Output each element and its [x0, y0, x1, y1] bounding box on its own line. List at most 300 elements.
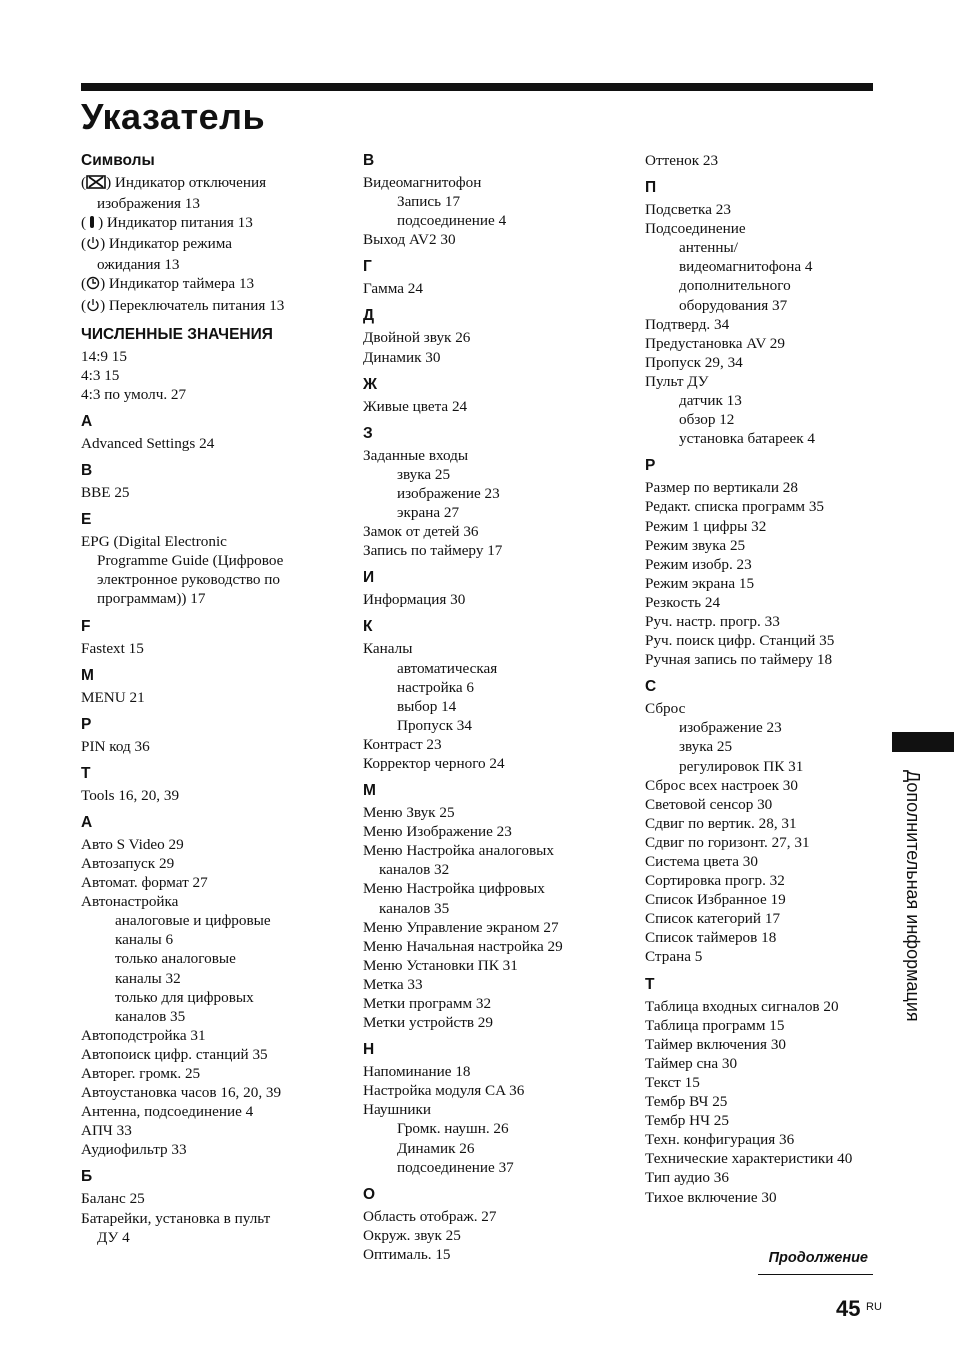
index-entry	[363, 841, 633, 860]
index-text: Р	[645, 457, 656, 475]
index-text: А	[81, 813, 93, 831]
index-entry	[363, 975, 633, 994]
index-entry	[363, 918, 633, 937]
index-text: Меню Звук 25	[363, 804, 455, 822]
index-entry	[645, 631, 885, 650]
index-letter-heading	[363, 257, 633, 276]
index-text: дополнительного	[679, 277, 791, 295]
index-text: экрана 27	[397, 504, 460, 522]
index-entry	[645, 997, 885, 1016]
index-entry	[645, 517, 885, 536]
index-text: Д	[363, 307, 375, 325]
index-entry	[363, 1207, 633, 1226]
index-entry	[81, 1083, 351, 1102]
index-text: Режим изобр. 23	[645, 555, 752, 573]
index-text: видеомагнитофона 4	[679, 258, 813, 276]
index-subentry	[81, 969, 351, 988]
index-text: Страна 5	[645, 948, 703, 966]
index-entry	[363, 879, 633, 898]
index-text: MENU 21	[81, 688, 145, 706]
index-text: Запись 17	[397, 193, 461, 211]
index-subentry	[645, 410, 885, 429]
index-entry	[645, 536, 885, 555]
standby-icon	[86, 236, 100, 255]
index-entry	[81, 1140, 351, 1159]
index-entry	[645, 593, 885, 612]
index-entry	[81, 366, 351, 385]
index-entry	[363, 1226, 633, 1245]
index-entry	[645, 1016, 885, 1035]
index-entry	[81, 639, 351, 658]
index-text: Подсоединение	[645, 220, 746, 238]
index-text: Авторег. громк. 25	[81, 1065, 201, 1082]
index-entry: ( ) Индикатор режима	[81, 234, 351, 255]
index-entry	[81, 1026, 351, 1045]
index-column-3	[645, 151, 885, 1207]
index-letter-heading	[81, 617, 351, 636]
index-text: Пропуск 34	[397, 716, 472, 734]
index-text: С	[645, 678, 657, 696]
section-side-label: Дополнительная информация	[903, 770, 923, 1022]
index-entry	[645, 334, 885, 353]
index-subentry	[645, 296, 885, 315]
index-letter-heading	[81, 1167, 351, 1186]
index-text: Автопоиск цифр. станций 35	[81, 1045, 268, 1063]
index-letter-heading	[81, 325, 351, 344]
index-subentry	[81, 911, 351, 930]
index-letter-heading	[363, 306, 633, 325]
index-text: настройка 6	[397, 678, 475, 696]
index-entry	[363, 956, 633, 975]
index-text: Видеомагнитофон	[363, 174, 482, 191]
index-entry-continuation	[81, 551, 351, 570]
index-subentry	[363, 503, 633, 522]
index-text: установка батареек 4	[679, 430, 815, 448]
timer-icon	[86, 276, 100, 295]
index-entry	[645, 776, 885, 795]
index-text: Список категорий 17	[645, 910, 781, 928]
index-text: 4:3 по умолч. 27	[81, 385, 187, 403]
index-text: Батарейки, установка в пульт	[81, 1209, 271, 1227]
index-entry	[645, 1188, 885, 1207]
index-subentry	[363, 697, 633, 716]
index-text: Индикатор таймера 13	[108, 275, 255, 293]
index-text: Руч. поиск цифр. Станций 35	[645, 632, 835, 650]
index-text: Tools 16, 20, 39	[81, 786, 180, 804]
index-text: И	[363, 569, 375, 587]
index-text: Меню Настройка цифровых	[363, 880, 545, 898]
index-text: 4:3 15	[81, 366, 120, 384]
index-letter-heading	[81, 412, 351, 431]
index-entry: ( ) Индикатор таймера 13	[81, 274, 351, 295]
index-entry-continuation	[81, 1228, 351, 1247]
index-text: Корректор черного 24	[363, 754, 505, 772]
index-text: Метка 33	[363, 975, 423, 993]
index-letter-heading	[363, 617, 633, 636]
index-entry	[645, 833, 885, 852]
index-entry	[645, 372, 885, 391]
index-entry: ( ) Индикатор отключения	[81, 173, 351, 194]
index-text: Список таймеров 18	[645, 929, 777, 947]
index-text: Оптималь. 15	[363, 1245, 451, 1263]
index-text: Запись по таймеру 17	[363, 542, 503, 560]
index-entry	[81, 786, 351, 805]
index-text: изображение 23	[679, 719, 782, 737]
index-column-1	[81, 151, 351, 1247]
index-text: M	[81, 666, 94, 684]
index-text: подсоединение 37	[397, 1158, 514, 1176]
index-text: Пульт ДУ	[645, 372, 709, 390]
index-text: Наушники	[363, 1101, 431, 1119]
index-text: Меню Установки ПК 31	[363, 956, 518, 974]
index-subentry	[363, 211, 633, 230]
index-entry	[81, 1209, 351, 1228]
index-text: Б	[81, 1168, 93, 1186]
index-text: Резкость 24	[645, 593, 721, 611]
index-text: Индикатор отключения	[114, 174, 267, 191]
index-entry	[645, 909, 885, 928]
index-text: каналов 32	[379, 861, 450, 879]
index-text: подсоединение 4	[397, 212, 507, 230]
index-text: Меню Управление экраном 27	[363, 918, 559, 936]
index-text: О	[363, 1185, 376, 1203]
index-text: P	[81, 715, 92, 733]
index-text: Тембр НЧ 25	[645, 1112, 729, 1130]
index-text: Подсветка 23	[645, 201, 731, 219]
index-entry	[81, 688, 351, 707]
index-entry	[645, 814, 885, 833]
index-subentry	[81, 930, 351, 949]
index-entry	[363, 173, 633, 192]
index-entry	[645, 200, 885, 219]
index-entry	[363, 348, 633, 367]
index-entry	[81, 434, 351, 453]
index-letter-heading	[645, 178, 885, 197]
index-entry	[81, 347, 351, 366]
index-letter-heading	[81, 666, 351, 685]
index-entry	[363, 1013, 633, 1032]
index-entry	[645, 795, 885, 814]
index-text: Заданные входы	[363, 446, 469, 464]
index-text: Г	[363, 258, 372, 276]
index-entry	[645, 219, 885, 238]
index-subentry	[363, 659, 633, 678]
index-text: Область отображ. 27	[363, 1207, 497, 1225]
index-entry	[81, 835, 351, 854]
index-text: Пропуск 29, 34	[645, 353, 743, 371]
index-text: Индикатор режима	[108, 235, 232, 253]
index-text: Таймер включения 30	[645, 1035, 787, 1053]
page-number: 45	[836, 1296, 861, 1321]
index-entry	[81, 1045, 351, 1064]
index-text: Редакт. списка программ 35	[645, 498, 825, 516]
index-text: Таблица программ 15	[645, 1016, 785, 1034]
index-text: П	[645, 179, 657, 197]
index-letter-heading	[81, 151, 351, 170]
index-text: каналы 6	[115, 931, 174, 949]
index-subentry	[363, 484, 633, 503]
index-text: автоматическая	[397, 659, 498, 677]
index-text: E	[81, 511, 92, 529]
index-text: Каналы	[363, 640, 413, 658]
index-text: Тип аудио 36	[645, 1169, 729, 1187]
index-subentry	[363, 192, 633, 211]
index-text: Динамик 26	[397, 1139, 475, 1157]
index-entry	[645, 1149, 885, 1168]
index-text: Антенна, подсоединение 4	[81, 1103, 254, 1121]
index-text: Advanced Settings 24	[81, 434, 215, 452]
index-entry-continuation	[81, 570, 351, 589]
index-letter-heading	[645, 456, 885, 475]
index-text: Техн. конфигурация 36	[645, 1131, 795, 1149]
index-text: Режим звука 25	[645, 536, 746, 554]
index-text: Авто S Video 29	[81, 835, 184, 853]
index-entry	[81, 483, 351, 502]
index-text: Громк. наушн. 26	[397, 1120, 509, 1138]
index-subentry	[645, 257, 885, 276]
index-text: каналов 35	[115, 1007, 186, 1025]
index-entry	[363, 994, 633, 1013]
index-text: М	[363, 782, 376, 800]
index-entry	[363, 1062, 633, 1081]
index-letter-heading	[363, 781, 633, 800]
index-entry	[363, 803, 633, 822]
index-text: Тихое включение 30	[645, 1188, 777, 1206]
index-entry	[81, 737, 351, 756]
index-text: ожидания 13	[97, 256, 180, 274]
index-text: Гамма 24	[363, 280, 423, 298]
index-text: Текст 15	[645, 1073, 700, 1091]
index-entry	[645, 478, 885, 497]
index-entry	[363, 735, 633, 754]
index-text: Меню Начальная настройка 29	[363, 937, 563, 955]
index-text: Список Избранное 19	[645, 891, 786, 909]
index-entry	[81, 873, 351, 892]
index-text: ЧИСЛЕННЫЕ ЗНАЧЕНИЯ	[81, 325, 273, 343]
index-text: Выход AV2 30	[363, 231, 456, 249]
index-subentry	[363, 1139, 633, 1158]
index-entry	[645, 1054, 885, 1073]
index-text: Н	[363, 1041, 375, 1059]
power-switch-icon	[86, 298, 100, 317]
index-subentry	[645, 429, 885, 448]
index-entry	[363, 590, 633, 609]
index-entry	[81, 1121, 351, 1140]
index-entry	[363, 522, 633, 541]
page-title: Указатель	[81, 96, 266, 137]
index-text: PIN код 36	[81, 737, 150, 755]
index-text: Символы	[81, 152, 155, 169]
index-text: изображения 13	[97, 195, 200, 213]
index-text: К	[363, 618, 373, 636]
index-text: Тембр ВЧ 25	[645, 1093, 728, 1111]
index-subentry	[645, 276, 885, 295]
index-text: только аналоговые	[115, 950, 236, 968]
index-text: B	[81, 462, 93, 480]
index-text: АПЧ 33	[81, 1122, 132, 1140]
index-text: датчик 13	[679, 392, 742, 410]
index-entry	[645, 1035, 885, 1054]
index-text: ДУ 4	[97, 1228, 130, 1246]
index-entry	[645, 315, 885, 334]
index-entry	[645, 871, 885, 890]
index-entry	[81, 1102, 351, 1121]
index-text: Динамик 30	[363, 348, 441, 366]
index-letter-heading	[81, 764, 351, 783]
index-text: Автонастройка	[81, 893, 179, 911]
index-entry	[81, 385, 351, 404]
index-letter-heading	[81, 510, 351, 529]
index-text: Сдвиг по вертик. 28, 31	[645, 814, 797, 832]
index-subentry	[645, 718, 885, 737]
power-indicator-icon	[86, 215, 98, 234]
index-subentry	[645, 391, 885, 410]
index-entry	[645, 890, 885, 909]
index-entry	[645, 1111, 885, 1130]
index-entry	[363, 230, 633, 249]
index-entry	[645, 947, 885, 966]
index-entry	[645, 612, 885, 631]
index-entry-continuation	[363, 899, 633, 918]
index-text: Система цвета 30	[645, 853, 758, 870]
index-text: антенны/	[679, 239, 738, 257]
index-subentry	[645, 737, 885, 756]
index-text: Автозапуск 29	[81, 854, 175, 872]
index-letter-heading	[363, 1040, 633, 1059]
index-text: каналы 32	[115, 969, 181, 987]
index-entry: ( ) Индикатор питания 13	[81, 213, 351, 234]
index-entry	[645, 1073, 885, 1092]
index-letter-heading	[363, 1185, 633, 1204]
index-text: Баланс 25	[81, 1190, 145, 1208]
index-text: Fastext 15	[81, 639, 144, 657]
index-text: Таймер сна 30	[645, 1054, 738, 1072]
top-rule	[81, 83, 873, 91]
index-entry	[645, 1130, 885, 1149]
index-text: Размер по вертикали 28	[645, 479, 798, 497]
index-letter-heading	[363, 568, 633, 587]
index-entry	[645, 650, 885, 669]
index-entry	[81, 532, 351, 551]
index-subentry	[363, 678, 633, 697]
index-text: В	[363, 152, 375, 169]
index-text: Режим 1 цифры 32	[645, 517, 767, 535]
index-text: Сортировка прогр. 32	[645, 872, 785, 890]
index-letter-heading	[81, 715, 351, 734]
index-text: Режим экрана 15	[645, 574, 755, 592]
index-entry	[363, 1100, 633, 1119]
index-text: Технические характеристики 40	[645, 1150, 853, 1168]
index-text: EPG (Digital Electronic	[81, 533, 227, 551]
index-entry	[363, 279, 633, 298]
index-entry	[81, 854, 351, 873]
index-entry	[645, 353, 885, 372]
index-letter-heading	[645, 677, 885, 696]
index-entry	[363, 937, 633, 956]
index-letter-heading	[363, 151, 633, 170]
index-text: звука 25	[679, 738, 733, 756]
index-entry	[363, 541, 633, 560]
index-text: Метки программ 32	[363, 995, 492, 1012]
index-entry	[645, 852, 885, 871]
index-text: Предустановка AV 29	[645, 334, 785, 352]
index-text: З	[363, 424, 373, 442]
index-entry-continuation	[81, 255, 351, 274]
section-tab-marker	[892, 732, 954, 752]
index-entry	[645, 1092, 885, 1111]
index-entry	[81, 1064, 351, 1083]
index-text: Меню Изображение 23	[363, 823, 512, 841]
index-text: Сдвиг по горизонт. 27, 31	[645, 833, 810, 851]
index-text: каналов 35	[379, 899, 450, 917]
index-text: регулировок ПК 31	[679, 757, 804, 775]
index-entry	[645, 151, 885, 170]
index-subentry	[81, 988, 351, 1007]
index-text: аналоговые и цифровые	[115, 912, 271, 930]
index-text: Напоминание 18	[363, 1063, 471, 1081]
index-text: Контраст 23	[363, 735, 442, 753]
index-text: Сброс всех настроек 30	[645, 776, 798, 794]
index-text: только для цифровых	[115, 988, 254, 1006]
index-entry: ( ) Переключатель питания 13	[81, 296, 351, 317]
page-language: RU	[866, 1301, 882, 1313]
index-subentry	[363, 1119, 633, 1138]
index-column-2	[363, 151, 633, 1264]
index-subentry	[363, 716, 633, 735]
index-text: Световой сенсор 30	[645, 795, 773, 813]
index-subentry	[81, 949, 351, 968]
index-entry	[363, 328, 633, 347]
continuation-label: Продолжение	[768, 1250, 868, 1266]
index-text: программам)) 17	[97, 590, 206, 608]
index-subentry	[645, 238, 885, 257]
index-letter-heading	[645, 975, 885, 994]
index-text: Переключатель питания 13	[108, 296, 285, 314]
index-entry	[645, 574, 885, 593]
index-text: A	[81, 412, 93, 430]
index-entry	[363, 397, 633, 416]
index-text: Информация 30	[363, 591, 466, 609]
index-text: Живые цвета 24	[363, 397, 468, 415]
index-text: Ж	[363, 375, 378, 393]
index-text: Оттенок 23	[645, 152, 719, 169]
index-letter-heading	[363, 375, 633, 394]
index-text: Настройка модуля CA 36	[363, 1082, 525, 1100]
index-entry	[81, 1189, 351, 1208]
index-entry	[645, 928, 885, 947]
index-text: оборудования 37	[679, 296, 788, 314]
index-text: Подтверд. 34	[645, 315, 730, 333]
index-text: Индикатор питания 13	[106, 214, 253, 232]
continuation-rule	[758, 1274, 873, 1275]
index-text: T	[81, 764, 91, 782]
index-text: Руч. настр. прогр. 33	[645, 612, 780, 630]
index-entry	[363, 822, 633, 841]
index-text: Аудиофильтр 33	[81, 1141, 187, 1159]
index-text: обзор 12	[679, 411, 735, 429]
index-subentry	[363, 465, 633, 484]
index-entry	[363, 639, 633, 658]
index-text: Т	[645, 975, 655, 993]
index-letter-heading	[81, 461, 351, 480]
index-entry-continuation	[81, 589, 351, 608]
index-text: Автомат. формат 27	[81, 874, 208, 892]
index-text: F	[81, 617, 91, 635]
index-text: Автоустановка часов 16, 20, 39	[81, 1084, 282, 1102]
index-entry	[363, 754, 633, 773]
index-text: Автоподстройка 31	[81, 1026, 206, 1044]
index-text: Двойной звук 26	[363, 329, 471, 347]
